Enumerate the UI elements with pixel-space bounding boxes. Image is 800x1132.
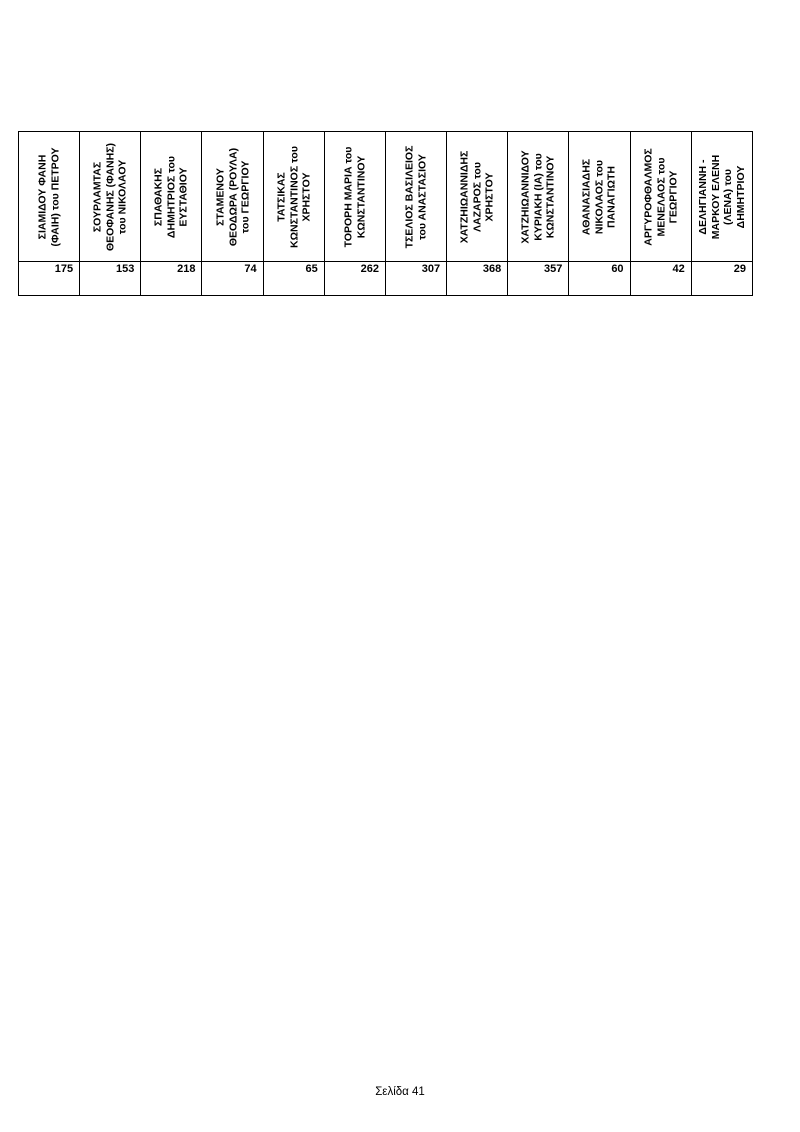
candidate-name <box>697 134 747 260</box>
candidate-name-line: ΘΕΟΦΑΝΗΣ (ΦΑΝΗΣ) <box>103 142 116 251</box>
candidate-name <box>214 134 252 260</box>
candidate-name <box>275 134 313 260</box>
candidate-name-line: ΧΑΤΖΗΙΩΑΝΝΙΔΗΣ <box>458 150 471 243</box>
candidate-name-cell <box>263 132 324 262</box>
candidate-name <box>153 134 191 260</box>
candidate-name-line: ΣΟΥΡΛΑΜΤΑΣ <box>91 161 104 232</box>
candidate-name-cell <box>202 132 263 262</box>
candidate-name-cell <box>324 132 385 262</box>
candidate-name-line: ΜΑΡΚΟΥ ΕΛΕΝΗ <box>709 154 722 239</box>
candidate-name-line: ΘΕΟΔΩΡΑ (ΡΟΥΛΑ) <box>226 147 239 246</box>
candidate-name-line: ΧΑΤΖΗΙΩΑΝΝΙΔΟΥ <box>519 149 532 244</box>
vote-count: 218 <box>177 263 196 275</box>
candidate-name-line: ΤΑΤΣΙΚΑΣ <box>274 171 287 222</box>
candidate-name-cell <box>508 132 569 262</box>
candidate-name-line: ΤΣΕΛΙΟΣ ΒΑΣΙΛΕΙΟΣ <box>403 145 416 248</box>
candidate-name-line: ΑΘΑΝΑΣΙΑΔΗΣ <box>580 158 593 235</box>
candidate-name-line: ΤΟΡΟΡΗ ΜΑΡΙΑ του <box>342 146 355 247</box>
candidate-name <box>342 134 367 260</box>
candidate-name-cell <box>141 132 202 262</box>
candidate-name-cell <box>691 132 752 262</box>
vote-count-cell <box>630 262 691 296</box>
candidate-name <box>581 134 619 260</box>
candidate-name-line: ΚΩΝΣΤΑΝΤΙΝΟΥ <box>354 155 367 238</box>
candidate-results-table <box>18 131 753 296</box>
vote-count: 307 <box>421 263 441 275</box>
candidate-name-line: ΣΤΑΜΕΝΟΥ <box>213 167 226 226</box>
candidate-name <box>91 134 129 260</box>
vote-count-cell <box>691 262 752 296</box>
candidate-name-line: ΔΗΜΗΤΡΙΟΣ του <box>165 155 178 238</box>
candidate-name-cell <box>447 132 508 262</box>
candidate-name-line: ΜΕΝΕΛΑΟΣ του <box>654 157 667 236</box>
candidate-name <box>458 134 496 260</box>
candidate-name <box>404 134 429 260</box>
candidate-name-cell <box>19 132 80 262</box>
candidate-name-line: ΧΡΗΣΤΟΥ <box>483 172 496 221</box>
candidate-name-row <box>19 132 753 262</box>
vote-count-cell <box>263 262 324 296</box>
vote-count-cell <box>141 262 202 296</box>
vote-count: 153 <box>115 263 135 275</box>
candidate-name-line: του ΝΙΚΟΛΑΟΥ <box>116 159 129 234</box>
vote-count-cell <box>324 262 385 296</box>
vote-count-cell <box>385 262 446 296</box>
candidate-name-cell <box>630 132 691 262</box>
candidate-name-cell <box>385 132 446 262</box>
vote-count-cell <box>202 262 263 296</box>
candidate-name-line: ΧΡΗΣΤΟΥ <box>299 172 312 221</box>
candidate-name-line: ΔΕΛΗΓΙΑΝΝΗ - <box>696 158 709 235</box>
candidate-name-line: ΑΡΓΥΡΟΦΘΑΛΜΟΣ <box>641 147 654 246</box>
candidate-name-line: (ΦΑΙΗ) του ΠΕΤΡΟΥ <box>49 146 62 247</box>
candidate-name-line: του ΓΕΩΡΓΙΟΥ <box>238 160 251 233</box>
candidate-name-line: ΕΥΣΤΑΘΙΟΥ <box>177 166 190 227</box>
candidate-name <box>642 134 680 260</box>
candidate-name-cell <box>80 132 141 262</box>
vote-count: 60 <box>611 263 624 275</box>
vote-count: 29 <box>733 263 746 275</box>
candidate-name-line: ΛΑΖΑΡΟΣ του <box>470 161 483 232</box>
candidate-name-line: ΚΥΡΙΑΚΗ (ΙΑ) του <box>532 152 545 241</box>
candidate-name-line: ΣΠΑΘΑΚΗΣ <box>152 167 165 226</box>
vote-count-row <box>19 262 753 296</box>
vote-count-cell <box>19 262 80 296</box>
vote-count: 262 <box>360 263 379 275</box>
candidate-name-line: (ΛΕΝΑ) του <box>721 168 734 225</box>
candidate-name-line: ΚΩΝΣΤΑΝΤΙΝΟΥ <box>544 155 557 238</box>
candidate-name-line: ΚΩΝΣΤΑΝΤΙΝΟΣ του <box>287 145 300 248</box>
vote-count: 357 <box>544 263 563 275</box>
vote-count-cell <box>569 262 630 296</box>
candidate-name-line: ΝΙΚΟΛΑΟΣ του <box>593 159 606 234</box>
candidate-name-line: ΔΗΜΗΤΡΙΟΥ <box>734 165 747 228</box>
vote-count-cell <box>80 262 141 296</box>
candidate-name-line: ΣΙΑΜΙΔΟΥ ΦΑΝΗ <box>36 154 49 239</box>
vote-count: 65 <box>305 263 318 275</box>
vote-count: 175 <box>54 263 74 275</box>
candidate-name-line: ΠΑΝΑΓΙΩΤΗ <box>605 165 618 228</box>
candidate-name <box>520 134 558 260</box>
vote-count: 42 <box>672 263 685 275</box>
candidate-name-line: ΓΕΩΡΓΙΟΥ <box>666 170 679 223</box>
vote-count: 74 <box>244 263 257 275</box>
candidate-name-cell <box>569 132 630 262</box>
vote-count-cell <box>508 262 569 296</box>
vote-count: 368 <box>482 263 502 275</box>
candidate-name-line: του ΑΝΑΣΤΑΣΙΟΥ <box>416 153 429 240</box>
page-number: Σελίδα 41 <box>375 1086 425 1098</box>
candidate-name <box>37 134 62 260</box>
vote-count-cell <box>447 262 508 296</box>
